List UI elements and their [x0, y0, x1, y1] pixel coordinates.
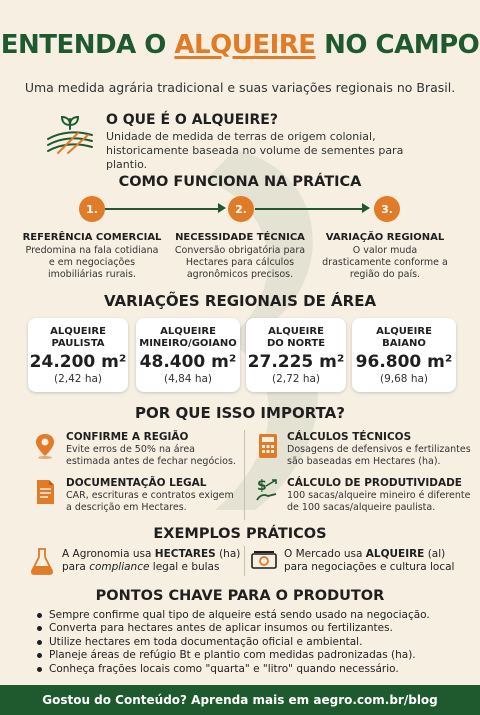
list-item: Sempre confirme qual tipo de alqueire está sendo usado na negociação. — [36, 609, 456, 622]
why-divider — [244, 430, 245, 520]
card-hectares: (4,84 ha) — [164, 373, 212, 385]
key-points-list — [36, 609, 456, 676]
flask-icon — [30, 547, 54, 575]
list-item: Converta para hectares antes de aplicar insumos ou fertilizantes. — [36, 622, 456, 635]
why-item-title: CÁLCULOS TÉCNICOS — [287, 431, 412, 443]
step-number-1: 1. — [79, 196, 105, 222]
why-item-title: CÁLCULO DE PRODUTIVIDADE — [287, 477, 462, 489]
examples-title: EXEMPLOS PRÁTICOS — [153, 526, 327, 542]
why-item-text: 100 sacas/alqueire mineiro é diferente de 100 sacas/alqueire paulista. — [287, 490, 471, 513]
step-number-2: 2. — [228, 196, 254, 222]
card-value: 96.800 m² — [355, 352, 453, 372]
field-plant-icon — [44, 113, 96, 155]
step-connector-2 — [255, 208, 366, 210]
example-agronomy: A Agronomia usa HECTARES (ha) para compliance legal e bulas — [62, 548, 241, 573]
list-item: Planeje áreas de refúgio Bt e plantio com medidas padronizadas (ha). — [36, 649, 456, 662]
step-2 — [170, 232, 310, 281]
step-text: Conversão obrigatória para Hectares para cálculos agronômicos precisos. — [174, 245, 306, 280]
why-item-text: Dosagens de defensivos e fertilizantes são baseadas em Hectares (ha). — [287, 444, 471, 467]
step-1 — [22, 232, 162, 281]
money-growth-icon — [254, 476, 280, 504]
map-pin-icon — [32, 432, 58, 460]
step-text: Predomina na fala cotidiana e em negociações imobiliárias rurais. — [25, 245, 159, 280]
step-title: REFERÊNCIA COMERCIAL — [22, 232, 162, 243]
card-paulista — [28, 318, 128, 392]
page-subtitle: Uma medida agrária tradicional e suas variações regionais no Brasil. — [24, 80, 456, 95]
card-hectares: (2,42 ha) — [54, 373, 102, 385]
step-3 — [318, 232, 452, 281]
what-is-title: O QUE É O ALQUEIRE? — [106, 112, 278, 128]
card-name: ALQUEIRE PAULISTA — [50, 326, 106, 349]
why-item-text: CAR, escrituras e contratos exigem a descrição em Hectares. — [66, 490, 234, 513]
what-is-text: Unidade de medida de terras de origem colonial, historicamente baseada no volume de sementes para plantio. — [106, 130, 404, 171]
svg-text:$: $ — [257, 478, 267, 494]
step-title: VARIAÇÃO REGIONAL — [325, 232, 445, 243]
step-connector-1 — [105, 208, 222, 210]
card-value: 24.200 m² — [29, 352, 127, 372]
list-item: Utilize hectares em toda documentação oficial e ambiental. — [36, 636, 456, 649]
card-hectares: (9,68 ha) — [380, 373, 428, 385]
regional-title: VARIAÇÕES REGIONAIS DE ÁREA — [103, 292, 377, 310]
why-item-title: DOCUMENTAÇÃO LEGAL — [66, 477, 207, 489]
card-name: ALQUEIRE MINEIRO/GOIANO — [139, 326, 237, 349]
card-mineiro-goiano — [136, 318, 240, 392]
why-title: POR QUE ISSO IMPORTA? — [135, 404, 345, 422]
why-item-title: CONFIRME A REGIÃO — [66, 431, 189, 443]
key-points-title: PONTOS CHAVE PARA O PRODUTOR — [95, 588, 385, 604]
list-item: Conheça frações locais como "quarta" e "litro" quando necessário. — [36, 663, 456, 676]
step-text: O valor muda drasticamente conforme a região do país. — [322, 245, 448, 280]
cash-icon — [250, 549, 278, 573]
card-do-norte — [246, 318, 346, 392]
why-item-text: Evite erros de 50% na área estimada antes de fechar negócios. — [66, 444, 236, 467]
arrow-right-icon — [362, 203, 370, 213]
card-value: 48.400 m² — [139, 352, 237, 372]
examples-divider — [244, 546, 245, 576]
calculator-icon — [255, 432, 281, 460]
footer-cta: Gostou do Conteúdo? Aprenda mais em aegro.com.br/blog — [0, 685, 480, 715]
card-hectares: (2,72 ha) — [272, 373, 320, 385]
card-name: ALQUEIRE BAIANO — [376, 326, 432, 349]
arrow-right-icon — [218, 203, 226, 213]
page-title: ENTENDA O ALQUEIRE NO CAMPO — [0, 30, 480, 60]
card-value: 27.225 m² — [247, 352, 345, 372]
document-icon — [32, 478, 58, 506]
how-it-works-title: COMO FUNCIONA NA PRÁTICA — [118, 174, 362, 190]
example-market: O Mercado usa ALQUEIRE (al) para negociações e cultura local — [284, 548, 455, 573]
step-title: NECESSIDADE TÉCNICA — [175, 232, 305, 243]
card-name: ALQUEIRE DO NORTE — [266, 326, 326, 349]
step-number-3: 3. — [374, 196, 400, 222]
card-baiano — [352, 318, 456, 392]
